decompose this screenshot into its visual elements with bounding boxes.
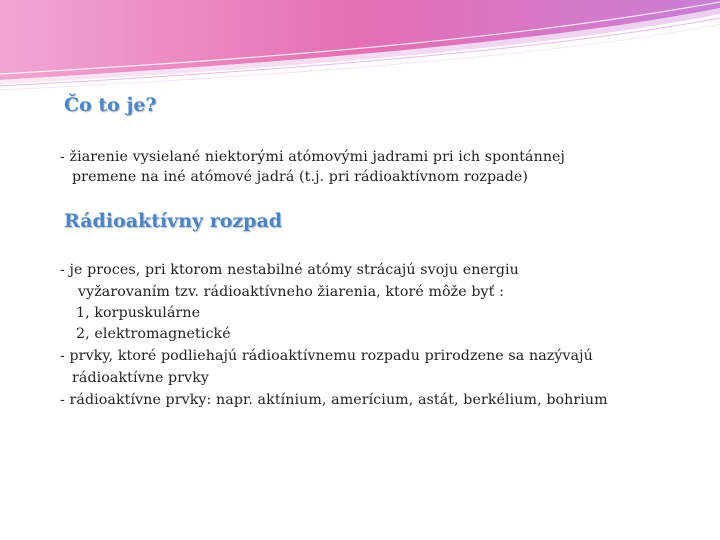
decay-line-3: 1, korpuskulárne [76, 305, 201, 321]
decay-line-4: 2, elektromagnetické [76, 326, 231, 342]
definition-line-2: premene na iné atómové jadrá (t.j. pri rádioaktívnom rozpade) [72, 169, 529, 185]
decay-line-7: - rádioaktívne prvky: napr. aktínium, amerícium, astát, berkélium, bohrium [60, 392, 608, 408]
section-title-what-is-it: Čo to je? [64, 94, 157, 116]
decay-line-2: vyžarovaním tzv. rádioaktívneho žiarenia, ktoré môže byť : [78, 284, 504, 300]
decay-line-6: rádioaktívne prvky [72, 370, 210, 386]
definition-line-1: - žiarenie vysielané niektorými atómovými jadrami pri ich spontánnej [60, 149, 566, 165]
decay-line-1: - je proces, pri ktorom nestabilné atómy strácajú svoju energiu [60, 262, 519, 278]
section-title-radioactive-decay: Rádioaktívny rozpad [64, 210, 283, 232]
decay-line-5: - prvky, ktoré podliehajú rádioaktívnemu rozpadu prirodzene sa nazývajú [60, 348, 593, 364]
